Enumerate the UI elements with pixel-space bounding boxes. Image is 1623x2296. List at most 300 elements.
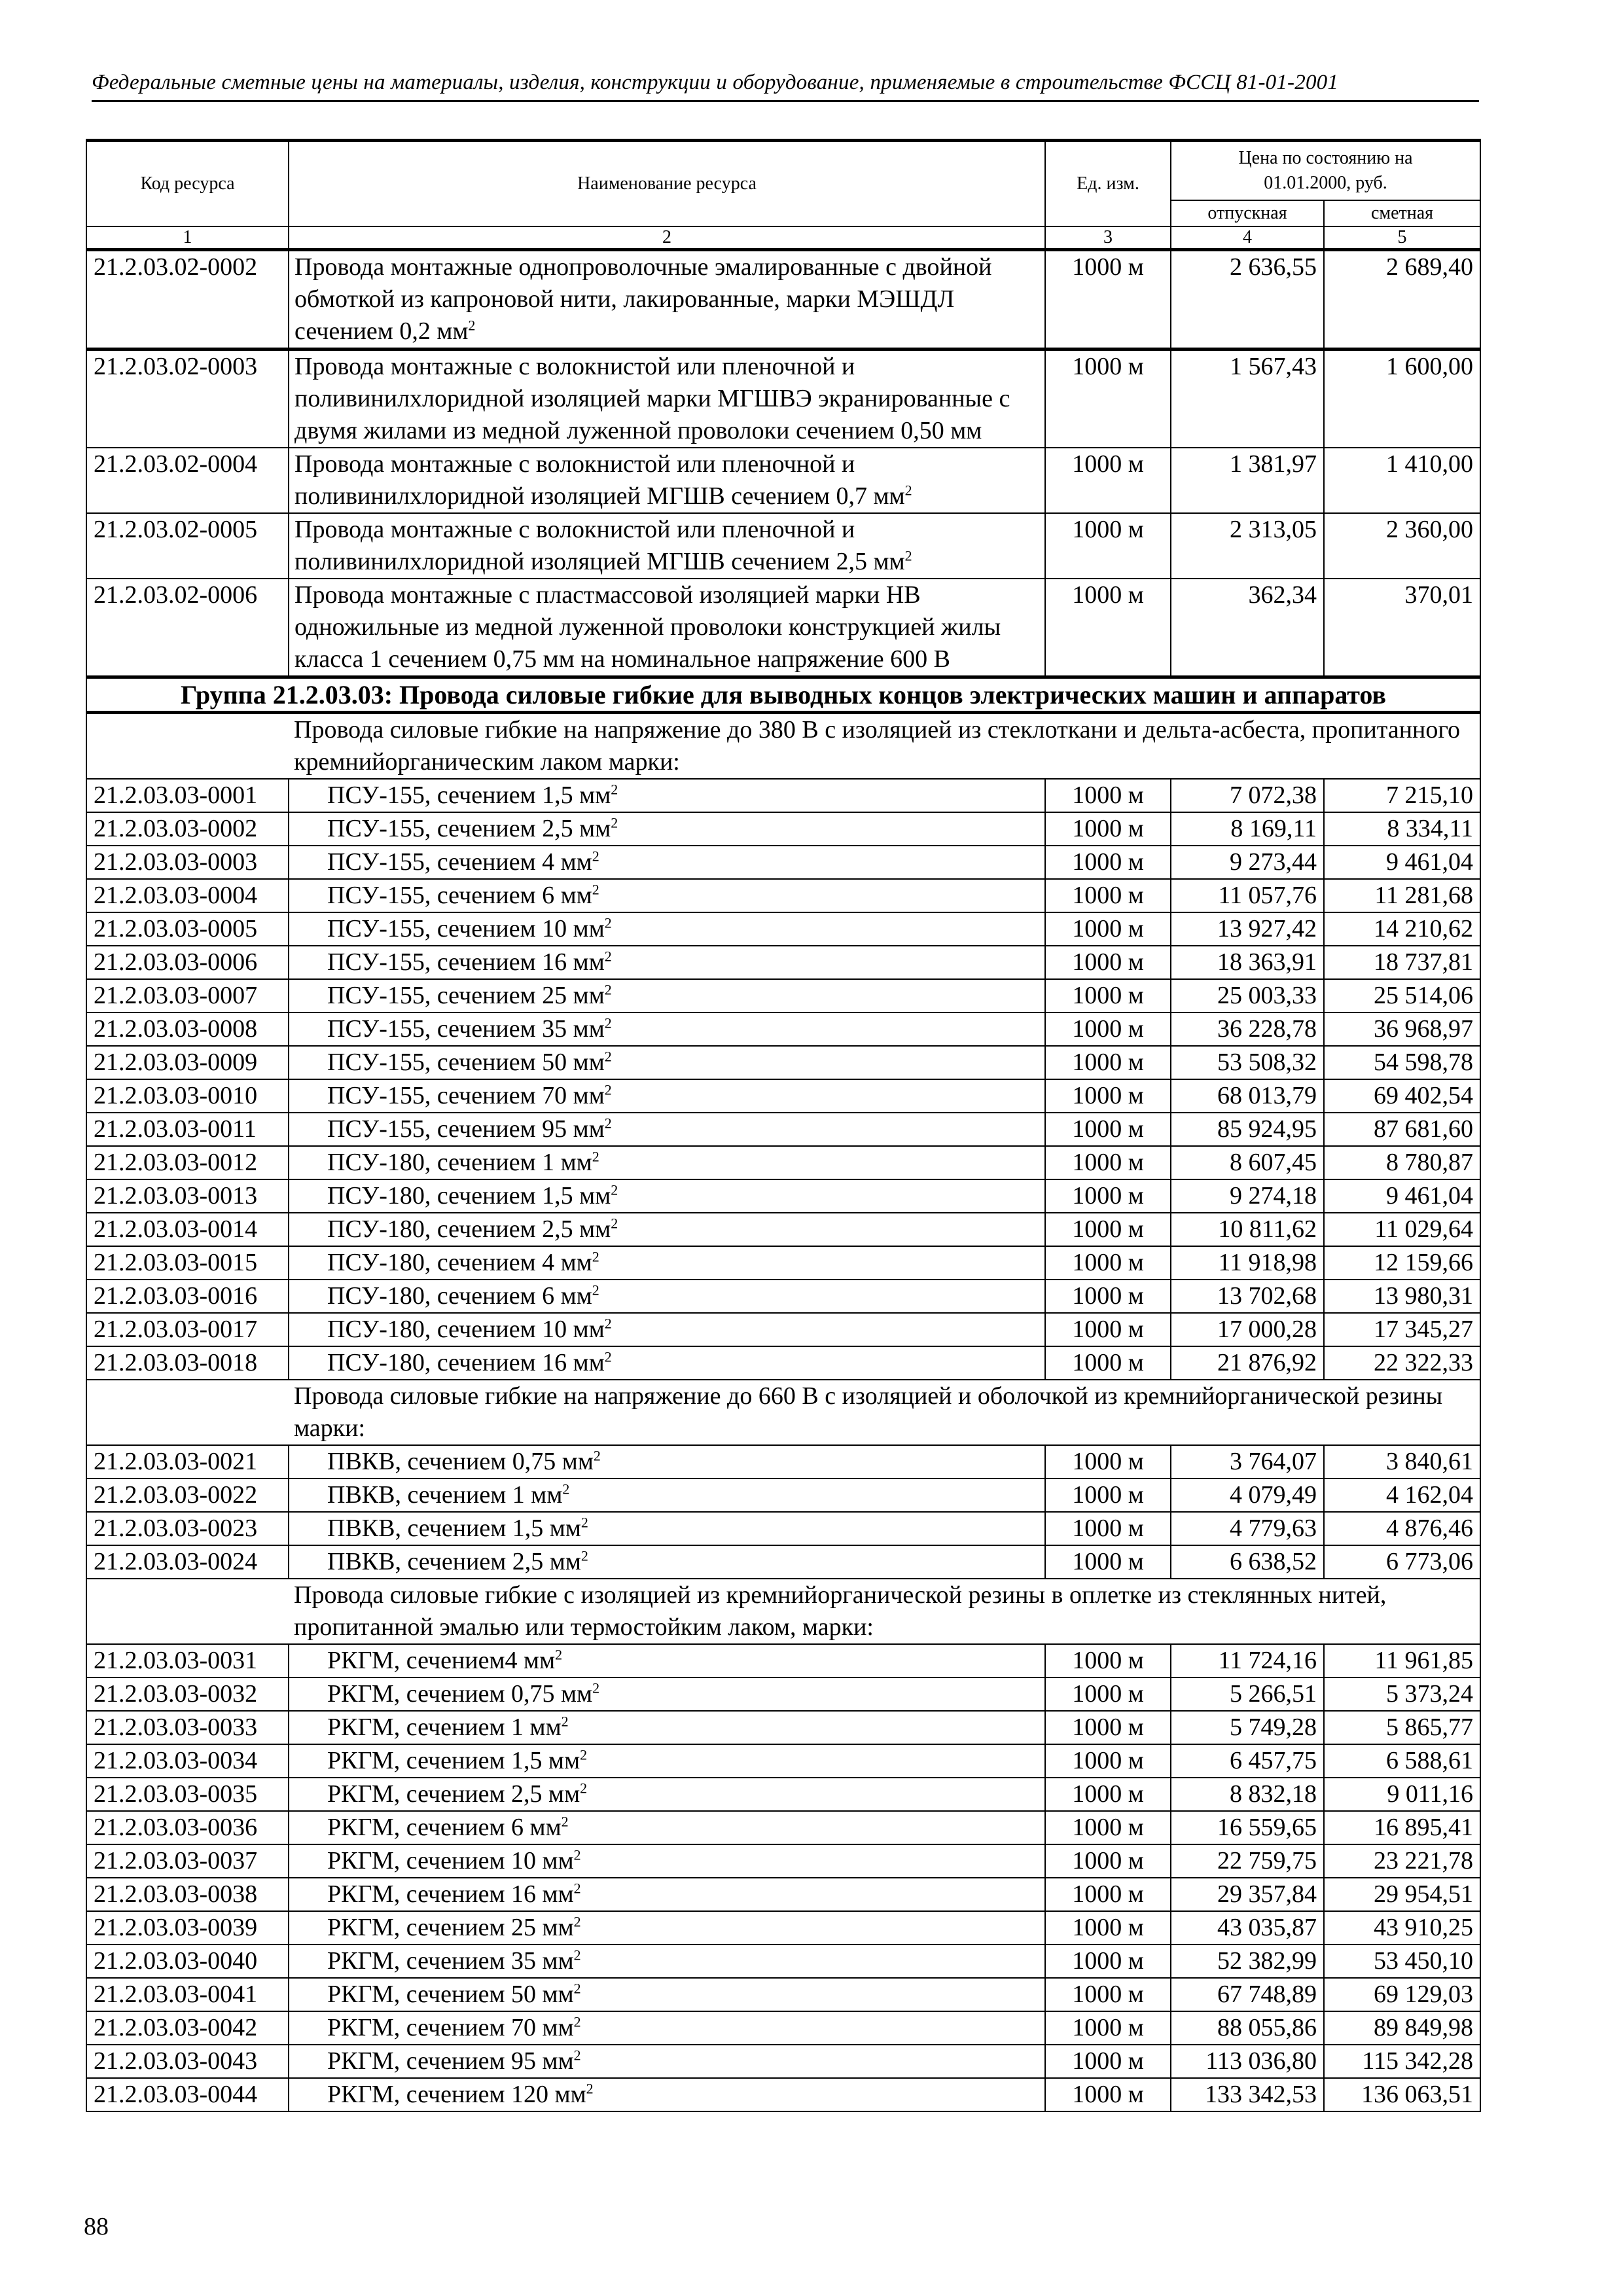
superscript: 2: [604, 1115, 612, 1132]
resource-code: 21.2.03.02-0003: [86, 350, 289, 448]
estimate-price: 9 461,04: [1324, 846, 1480, 879]
resource-name-text: ПСУ-180, сечением 16 мм: [327, 1349, 605, 1376]
resource-name: [289, 1711, 1045, 1744]
estimate-price: 6 773,06: [1324, 1545, 1480, 1579]
unit: 1000 м: [1045, 579, 1171, 677]
release-price: 68 013,79: [1171, 1079, 1324, 1113]
superscript: 2: [573, 1980, 581, 1997]
table-row: [86, 1079, 1480, 1113]
empty-cell: [86, 713, 289, 780]
resource-code: 21.2.03.03-0035: [86, 1778, 289, 1811]
table-row: [86, 579, 1480, 677]
header-unit: Ед. изм.: [1045, 141, 1171, 227]
estimate-price: 9 461,04: [1324, 1179, 1480, 1213]
header-release-price: отпускная: [1171, 200, 1324, 226]
release-price: 8 607,45: [1171, 1146, 1324, 1179]
resource-name-text: ПСУ-155, сечением 25 мм: [327, 982, 605, 1009]
resource-name-text: РКГМ, сечением 16 мм: [327, 1880, 574, 1908]
unit: 1000 м: [1045, 1246, 1171, 1280]
estimate-price: 13 980,31: [1324, 1280, 1480, 1313]
column-number: 5: [1324, 226, 1480, 250]
resource-name-text: ПСУ-180, сечением 1 мм: [327, 1149, 592, 1176]
unit: 1000 м: [1045, 946, 1171, 979]
release-price: 17 000,28: [1171, 1313, 1324, 1346]
resource-name: [289, 2011, 1045, 2045]
resource-code: 21.2.03.03-0041: [86, 1978, 289, 2011]
estimate-price: 16 895,41: [1324, 1811, 1480, 1844]
resource-name: [289, 250, 1045, 350]
resource-name: [289, 1013, 1045, 1046]
resource-name: [289, 1878, 1045, 1911]
resource-name: [289, 846, 1045, 879]
superscript: 2: [611, 814, 618, 831]
estimate-price: 8 334,11: [1324, 812, 1480, 846]
estimate-price: 22 322,33: [1324, 1346, 1480, 1380]
resource-name: [289, 779, 1045, 812]
resource-name-text: ПСУ-155, сечением 4 мм: [327, 848, 592, 876]
unit: 1000 м: [1045, 1046, 1171, 1079]
resource-code: 21.2.03.03-0031: [86, 1644, 289, 1677]
release-price: 88 055,86: [1171, 2011, 1324, 2045]
unit: 1000 м: [1045, 1744, 1171, 1778]
table-row: [86, 1046, 1480, 1079]
resource-name: [289, 812, 1045, 846]
estimate-price: 3 840,61: [1324, 1445, 1480, 1479]
superscript: 2: [904, 482, 912, 499]
resource-name-text: РКГМ, сечением4 мм: [327, 1647, 556, 1674]
release-price: 2 636,55: [1171, 250, 1324, 350]
resource-code: 21.2.03.03-0005: [86, 912, 289, 946]
table-row: [86, 513, 1480, 579]
estimate-price: 53 450,10: [1324, 1945, 1480, 1978]
unit: 1000 м: [1045, 1512, 1171, 1545]
resource-code: 21.2.03.03-0010: [86, 1079, 289, 1113]
resource-name: [289, 1479, 1045, 1512]
table-row: [86, 1445, 1480, 1479]
release-price: 11 918,98: [1171, 1246, 1324, 1280]
superscript: 2: [562, 1480, 570, 1498]
header-price: Цена по состоянию на 01.01.2000, руб.: [1171, 141, 1480, 201]
release-price: 25 003,33: [1171, 979, 1324, 1013]
estimate-price: 4 876,46: [1324, 1512, 1480, 1545]
superscript: 2: [611, 1181, 618, 1198]
resource-name: [289, 1644, 1045, 1677]
superscript: 2: [573, 2013, 581, 2030]
subgroup-heading: Провода силовые гибкие с изоляцией из кремнийорганической резины в оплетке из стеклянных нитей, пропитанной эмалью или термостойким лаком, марки:: [289, 1579, 1480, 1644]
estimate-price: 8 780,87: [1324, 1146, 1480, 1179]
resource-code: 21.2.03.03-0023: [86, 1512, 289, 1545]
estimate-price: 115 342,28: [1324, 2045, 1480, 2078]
superscript: 2: [604, 1048, 612, 1065]
release-price: 6 457,75: [1171, 1744, 1324, 1778]
page-number: 88: [84, 2213, 109, 2240]
header-name: Наименование ресурса: [289, 141, 1045, 227]
release-price: 6 638,52: [1171, 1545, 1324, 1579]
superscript: 2: [580, 1780, 588, 1797]
resource-name: [289, 1213, 1045, 1246]
resource-name-text: ПВКВ, сечением 0,75 мм: [327, 1448, 594, 1475]
table-row: [86, 1945, 1480, 1978]
resource-name: [289, 2078, 1045, 2111]
estimate-price: 18 737,81: [1324, 946, 1480, 979]
resource-name-text: ПСУ-180, сечением 1,5 мм: [327, 1182, 611, 1210]
resource-code: 21.2.03.03-0017: [86, 1313, 289, 1346]
superscript: 2: [561, 1813, 569, 1830]
resource-name: [289, 1811, 1045, 1844]
resource-name: [289, 946, 1045, 979]
release-price: 53 508,32: [1171, 1046, 1324, 1079]
resource-name-text: РКГМ, сечением 0,75 мм: [327, 1680, 593, 1708]
release-price: 8 832,18: [1171, 1778, 1324, 1811]
superscript: 2: [604, 981, 612, 998]
resource-name-text: РКГМ, сечением 10 мм: [327, 1847, 574, 1874]
resource-name: [289, 1179, 1045, 1213]
unit: 1000 м: [1045, 812, 1171, 846]
release-price: 13 927,42: [1171, 912, 1324, 946]
estimate-price: 4 162,04: [1324, 1479, 1480, 1512]
resource-code: 21.2.03.03-0033: [86, 1711, 289, 1744]
superscript: 2: [580, 1514, 588, 1531]
resource-code: 21.2.03.02-0004: [86, 448, 289, 513]
estimate-price: 14 210,62: [1324, 912, 1480, 946]
table-row: [86, 879, 1480, 912]
estimate-price: 12 159,66: [1324, 1246, 1480, 1280]
resource-name: [289, 1844, 1045, 1878]
resource-code: 21.2.03.03-0022: [86, 1479, 289, 1512]
estimate-price: 11 281,68: [1324, 879, 1480, 912]
running-head: Федеральные сметные цены на материалы, изделия, конструкции и оборудование, применяемые в строительстве ФССЦ 81-01-2001: [92, 71, 1479, 102]
resource-name: [289, 579, 1045, 677]
resource-code: 21.2.03.03-0034: [86, 1744, 289, 1778]
superscript: 2: [592, 1148, 599, 1165]
resource-name-text: ПСУ-155, сечением 6 мм: [327, 882, 592, 909]
estimate-price: 1 600,00: [1324, 350, 1480, 448]
superscript: 2: [604, 1081, 612, 1098]
estimate-price: 136 063,51: [1324, 2078, 1480, 2111]
release-price: 13 702,68: [1171, 1280, 1324, 1313]
resource-name: [289, 1346, 1045, 1380]
estimate-price: 36 968,97: [1324, 1013, 1480, 1046]
estimate-price: 5 373,24: [1324, 1677, 1480, 1711]
resource-name-text: ПСУ-155, сечением 16 мм: [327, 948, 605, 976]
resource-name-text: ПВКВ, сечением 1 мм: [327, 1481, 563, 1509]
resource-name-text: РКГМ, сечением 95 мм: [327, 2047, 574, 2075]
release-price: 67 748,89: [1171, 1978, 1324, 2011]
table-row: [86, 1113, 1480, 1146]
resource-name: [289, 1945, 1045, 1978]
price-table: [86, 139, 1481, 2112]
estimate-price: 17 345,27: [1324, 1313, 1480, 1346]
resource-code: 21.2.03.02-0005: [86, 513, 289, 579]
subgroup-heading: Провода силовые гибкие на напряжение до 660 В с изоляцией и оболочкой из кремнийорганической резины марки:: [289, 1380, 1480, 1445]
resource-name-text: ПВКВ, сечением 2,5 мм: [327, 1548, 581, 1575]
superscript: 2: [586, 2080, 594, 2097]
group-heading-row: [86, 677, 1480, 713]
resource-name: [289, 1046, 1045, 1079]
table-row: [86, 1711, 1480, 1744]
empty-cell: [86, 1380, 289, 1445]
release-price: 85 924,95: [1171, 1113, 1324, 1146]
resource-name: [289, 1778, 1045, 1811]
superscript: 2: [580, 1547, 588, 1564]
column-number: 2: [289, 226, 1045, 250]
estimate-price: 23 221,78: [1324, 1844, 1480, 1878]
subgroup-heading-row: [86, 1380, 1480, 1445]
resource-name: [289, 1146, 1045, 1179]
superscript: 2: [611, 781, 618, 798]
resource-name: [289, 448, 1045, 513]
release-price: 43 035,87: [1171, 1911, 1324, 1945]
release-price: 21 876,92: [1171, 1346, 1324, 1380]
resource-code: 21.2.03.03-0044: [86, 2078, 289, 2111]
resource-code: 21.2.03.03-0001: [86, 779, 289, 812]
table-row: [86, 1013, 1480, 1046]
resource-name-text: Провода монтажные с волокнистой или пленочной и поливинилхлоридной изоляцией МГШВ сечением 2,5 мм: [294, 516, 905, 575]
subgroup-heading-row: [86, 1579, 1480, 1644]
table-row: [86, 250, 1480, 350]
unit: 1000 м: [1045, 1113, 1171, 1146]
unit: 1000 м: [1045, 250, 1171, 350]
superscript: 2: [592, 1679, 600, 1696]
table-row: [86, 1878, 1480, 1911]
estimate-price: 87 681,60: [1324, 1113, 1480, 1146]
superscript: 2: [573, 1946, 581, 1964]
release-price: 4 779,63: [1171, 1512, 1324, 1545]
table-row: [86, 2078, 1480, 2111]
superscript: 2: [604, 914, 612, 931]
resource-code: 21.2.03.03-0004: [86, 879, 289, 912]
estimate-price: 11 029,64: [1324, 1213, 1480, 1246]
resource-name-text: ПСУ-155, сечением 1,5 мм: [327, 781, 611, 809]
table-row: [86, 2011, 1480, 2045]
header-estimate-price: сметная: [1324, 200, 1480, 226]
unit: 1000 м: [1045, 1978, 1171, 2011]
table-row: [86, 1479, 1480, 1512]
unit: 1000 м: [1045, 2078, 1171, 2111]
estimate-price: 1 410,00: [1324, 448, 1480, 513]
resource-code: 21.2.03.03-0040: [86, 1945, 289, 1978]
estimate-price: 29 954,51: [1324, 1878, 1480, 1911]
release-price: 4 079,49: [1171, 1479, 1324, 1512]
release-price: 2 313,05: [1171, 513, 1324, 579]
unit: 1000 м: [1045, 1346, 1171, 1380]
resource-name: [289, 912, 1045, 946]
resource-name: [289, 1079, 1045, 1113]
release-price: 36 228,78: [1171, 1013, 1324, 1046]
table-row: [86, 1213, 1480, 1246]
release-price: 16 559,65: [1171, 1811, 1324, 1844]
resource-name-text: ПСУ-155, сечением 10 мм: [327, 915, 605, 942]
release-price: 3 764,07: [1171, 1445, 1324, 1479]
resource-name-text: РКГМ, сечением 50 мм: [327, 1981, 574, 2008]
table-row: [86, 1146, 1480, 1179]
superscript: 2: [904, 547, 912, 564]
subgroup-heading: Провода силовые гибкие на напряжение до 380 В с изоляцией из стеклоткани и дельта-асбеста, пропитанного кремнийорганическим лаком марки:: [289, 713, 1480, 780]
unit: 1000 м: [1045, 1013, 1171, 1046]
resource-name-text: ПСУ-180, сечением 2,5 мм: [327, 1215, 611, 1243]
unit: 1000 м: [1045, 2045, 1171, 2078]
release-price: 9 273,44: [1171, 846, 1324, 879]
release-price: 11 057,76: [1171, 879, 1324, 912]
column-number: 1: [86, 226, 289, 250]
superscript: 2: [592, 881, 599, 898]
unit: 1000 м: [1045, 1878, 1171, 1911]
table-row: [86, 1512, 1480, 1545]
unit: 1000 м: [1045, 846, 1171, 879]
resource-name: [289, 1677, 1045, 1711]
superscript: 2: [592, 1282, 599, 1299]
resource-code: 21.2.03.03-0006: [86, 946, 289, 979]
resource-name-text: ПСУ-155, сечением 50 мм: [327, 1049, 605, 1076]
table-row: [86, 1844, 1480, 1878]
resource-name: [289, 979, 1045, 1013]
resource-code: 21.2.03.03-0036: [86, 1811, 289, 1844]
resource-name: [289, 1744, 1045, 1778]
table-row: [86, 846, 1480, 879]
resource-name-text: ПСУ-180, сечением 10 мм: [327, 1316, 605, 1343]
superscript: 2: [573, 1880, 581, 1897]
resource-code: 21.2.03.02-0006: [86, 579, 289, 677]
table-row: [86, 2045, 1480, 2078]
table-row: [86, 1677, 1480, 1711]
resource-code: 21.2.03.03-0013: [86, 1179, 289, 1213]
release-price: 52 382,99: [1171, 1945, 1324, 1978]
resource-name: [289, 1280, 1045, 1313]
resource-name: [289, 1246, 1045, 1280]
table-row: [86, 979, 1480, 1013]
resource-code: 21.2.03.03-0043: [86, 2045, 289, 2078]
resource-code: 21.2.03.03-0032: [86, 1677, 289, 1711]
estimate-price: 2 689,40: [1324, 250, 1480, 350]
unit: 1000 м: [1045, 448, 1171, 513]
resource-name-text: РКГМ, сечением 2,5 мм: [327, 1780, 580, 1808]
table-row: [86, 1811, 1480, 1844]
unit: 1000 м: [1045, 513, 1171, 579]
estimate-price: 89 849,98: [1324, 2011, 1480, 2045]
header-code: Код ресурса: [86, 141, 289, 227]
resource-name: [289, 1512, 1045, 1545]
estimate-price: 11 961,85: [1324, 1644, 1480, 1677]
resource-name: [289, 513, 1045, 579]
resource-code: 21.2.03.03-0042: [86, 2011, 289, 2045]
estimate-price: 54 598,78: [1324, 1046, 1480, 1079]
resource-code: 21.2.03.03-0014: [86, 1213, 289, 1246]
resource-name-text: РКГМ, сечением 25 мм: [327, 1914, 574, 1941]
table-row: [86, 1545, 1480, 1579]
estimate-price: 5 865,77: [1324, 1711, 1480, 1744]
table-row: [86, 912, 1480, 946]
unit: 1000 м: [1045, 979, 1171, 1013]
resource-name-text: ПСУ-180, сечением 6 мм: [327, 1282, 592, 1310]
column-number: 3: [1045, 226, 1171, 250]
superscript: 2: [604, 948, 612, 965]
table-row: [86, 1246, 1480, 1280]
unit: 1000 м: [1045, 1811, 1171, 1844]
resource-name: [289, 1313, 1045, 1346]
resource-name-text: ПСУ-155, сечением 95 мм: [327, 1115, 605, 1143]
resource-code: 21.2.03.03-0018: [86, 1346, 289, 1380]
unit: 1000 м: [1045, 912, 1171, 946]
resource-name: [289, 1545, 1045, 1579]
table-row: [86, 1313, 1480, 1346]
resource-name-text: РКГМ, сечением 35 мм: [327, 1947, 574, 1975]
release-price: 11 724,16: [1171, 1644, 1324, 1677]
subgroup-heading-row: [86, 713, 1480, 780]
unit: 1000 м: [1045, 1479, 1171, 1512]
superscript: 2: [604, 1014, 612, 1031]
release-price: 10 811,62: [1171, 1213, 1324, 1246]
group-heading: Группа 21.2.03.03: Провода силовые гибкие для выводных концов электрических машин и аппаратов: [86, 677, 1480, 713]
table-body: [86, 250, 1480, 2112]
empty-cell: [86, 1579, 289, 1644]
resource-name-text: Провода монтажные с волокнистой или пленочной и поливинилхлоридной изоляцией МГШВ сечением 0,7 мм: [294, 450, 905, 510]
release-price: 5 749,28: [1171, 1711, 1324, 1744]
superscript: 2: [604, 1348, 612, 1365]
unit: 1000 м: [1045, 1280, 1171, 1313]
superscript: 2: [592, 848, 599, 865]
estimate-price: 69 402,54: [1324, 1079, 1480, 1113]
resource-name: [289, 2045, 1045, 2078]
column-number: 4: [1171, 226, 1324, 250]
resource-name-text: РКГМ, сечением 120 мм: [327, 2081, 586, 2108]
estimate-price: 43 910,25: [1324, 1911, 1480, 1945]
estimate-price: 6 588,61: [1324, 1744, 1480, 1778]
superscript: 2: [580, 1746, 588, 1763]
resource-name-text: ПСУ-180, сечением 4 мм: [327, 1249, 592, 1276]
resource-name-text: РКГМ, сечением 6 мм: [327, 1814, 562, 1841]
unit: 1000 м: [1045, 1445, 1171, 1479]
unit: 1000 м: [1045, 1146, 1171, 1179]
resource-code: 21.2.03.03-0002: [86, 812, 289, 846]
unit: 1000 м: [1045, 1945, 1171, 1978]
resource-name-text: Провода монтажные с волокнистой или пленочной и поливинилхлоридной изоляцией марки МГШВЭ экранированные с двумя жилами из медной луженной проволоки сечением 0,50 мм: [294, 353, 1010, 444]
unit: 1000 м: [1045, 2011, 1171, 2045]
resource-code: 21.2.03.03-0016: [86, 1280, 289, 1313]
resource-name-text: РКГМ, сечением 70 мм: [327, 2014, 574, 2041]
release-price: 29 357,84: [1171, 1878, 1324, 1911]
release-price: 133 342,53: [1171, 2078, 1324, 2111]
resource-code: 21.2.03.02-0002: [86, 250, 289, 350]
estimate-price: 370,01: [1324, 579, 1480, 677]
superscript: 2: [611, 1215, 618, 1232]
resource-code: 21.2.03.03-0003: [86, 846, 289, 879]
release-price: 9 274,18: [1171, 1179, 1324, 1213]
resource-name: [289, 1445, 1045, 1479]
table-row: [86, 1778, 1480, 1811]
unit: 1000 м: [1045, 1179, 1171, 1213]
release-price: 5 266,51: [1171, 1677, 1324, 1711]
resource-name: [289, 1978, 1045, 2011]
release-price: 22 759,75: [1171, 1844, 1324, 1878]
table-row: [86, 1644, 1480, 1677]
resource-name: [289, 1911, 1045, 1945]
superscript: 2: [604, 1315, 612, 1332]
resource-name-text: Провода монтажные однопроволочные эмалированные с двойной обмоткой из капроновой нити, лакированные, марки МЭШДЛ сечением 0,2 мм: [294, 253, 992, 345]
table-row: [86, 1744, 1480, 1778]
release-price: 362,34: [1171, 579, 1324, 677]
table-row: [86, 1978, 1480, 2011]
estimate-price: 2 360,00: [1324, 513, 1480, 579]
superscript: 2: [573, 2047, 581, 2064]
table-row: [86, 1179, 1480, 1213]
unit: 1000 м: [1045, 1711, 1171, 1744]
resource-name-text: ПСУ-155, сечением 2,5 мм: [327, 815, 611, 842]
estimate-price: 7 215,10: [1324, 779, 1480, 812]
unit: 1000 м: [1045, 1079, 1171, 1113]
resource-code: 21.2.03.03-0011: [86, 1113, 289, 1146]
table-row: [86, 779, 1480, 812]
release-price: 113 036,80: [1171, 2045, 1324, 2078]
